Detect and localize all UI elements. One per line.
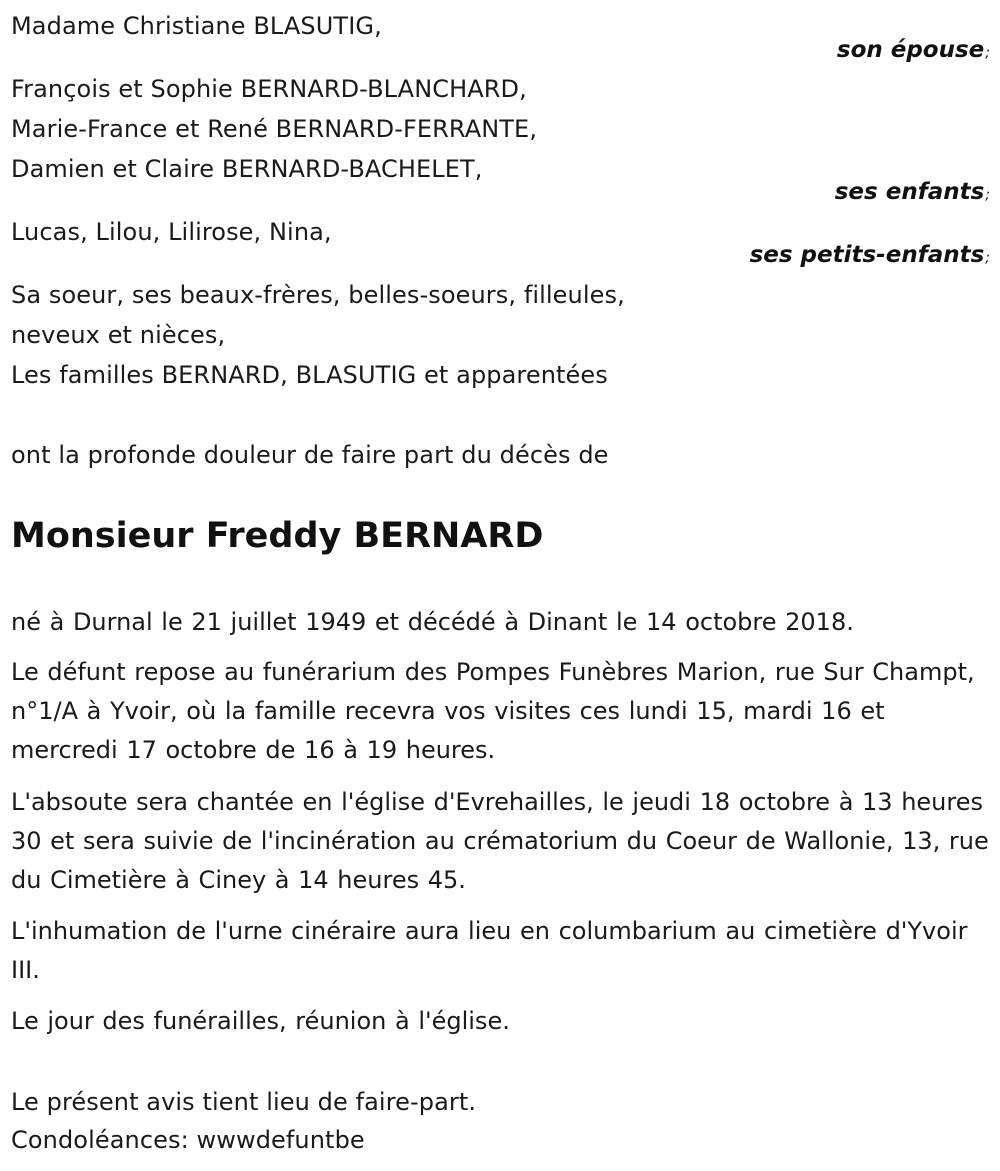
birth-death-details: né à Durnal le 21 juillet 1949 et décédé à Dinant le 14 octobre 2018. <box>11 608 854 636</box>
burial-details: L'inhumation de l'urne cinéraire aura lieu en columbarium au cimetière d'Yvoir III. <box>11 917 968 984</box>
condolences-text: Condoléances: wwwdefuntbe <box>11 1126 365 1154</box>
announcement-text: ont la profonde douleur de faire part du décès de <box>11 441 609 469</box>
children-role-label: ses enfants <box>834 179 985 205</box>
role-separator: ; <box>985 250 990 266</box>
other-relatives-line-3: Les familles BERNARD, BLASUTIG et apparentées <box>11 361 608 389</box>
role-separator: ; <box>985 45 990 61</box>
child-family-1: François et Sophie BERNARD-BLANCHARD, <box>11 75 527 103</box>
funerarium-details: Le défunt repose au funérarium des Pompes Funèbres Marion, rue Sur Champt, n°1/A à Yvoir, où la famille recevra vos visites ces lundi 15, mardi 16 et mercredi 17 octobre de 16 à 19 heures. <box>11 658 975 764</box>
other-relatives-line-1: Sa soeur, ses beaux-frères, belles-soeurs, filleules, <box>11 281 625 309</box>
role-separator: ; <box>985 187 990 203</box>
spouse-name: Madame Christiane BLASUTIG, <box>11 12 382 40</box>
grandchildren-names: Lucas, Lilou, Lilirose, Nina, <box>11 218 332 246</box>
other-relatives-line-2: neveux et nièces, <box>11 321 226 349</box>
ceremony-details: L'absoute sera chantée en l'église d'Evrehailles, le jeudi 18 octobre à 13 heures 30 et sera suivie de l'incinération au crématorium du Coeur de Wallonie, 13, rue du Cimetière à Ciney à 14 heures 45. <box>11 788 989 894</box>
grandchildren-role-label: ses petits-enfants <box>749 242 985 268</box>
spouse-role <box>837 35 990 68</box>
grandchildren-role <box>750 240 990 273</box>
reunion-details: Le jour des funérailles, réunion à l'église. <box>11 1007 510 1035</box>
notice-text: Le présent avis tient lieu de faire-part. <box>11 1088 477 1116</box>
spouse-role-label: son épouse <box>836 37 985 63</box>
deceased-name: Monsieur Freddy BERNARD <box>11 516 544 556</box>
child-family-3: Damien et Claire BERNARD-BACHELET, <box>11 155 483 183</box>
child-family-2: Marie-France et René BERNARD-FERRANTE, <box>11 115 538 143</box>
children-role <box>835 177 990 210</box>
